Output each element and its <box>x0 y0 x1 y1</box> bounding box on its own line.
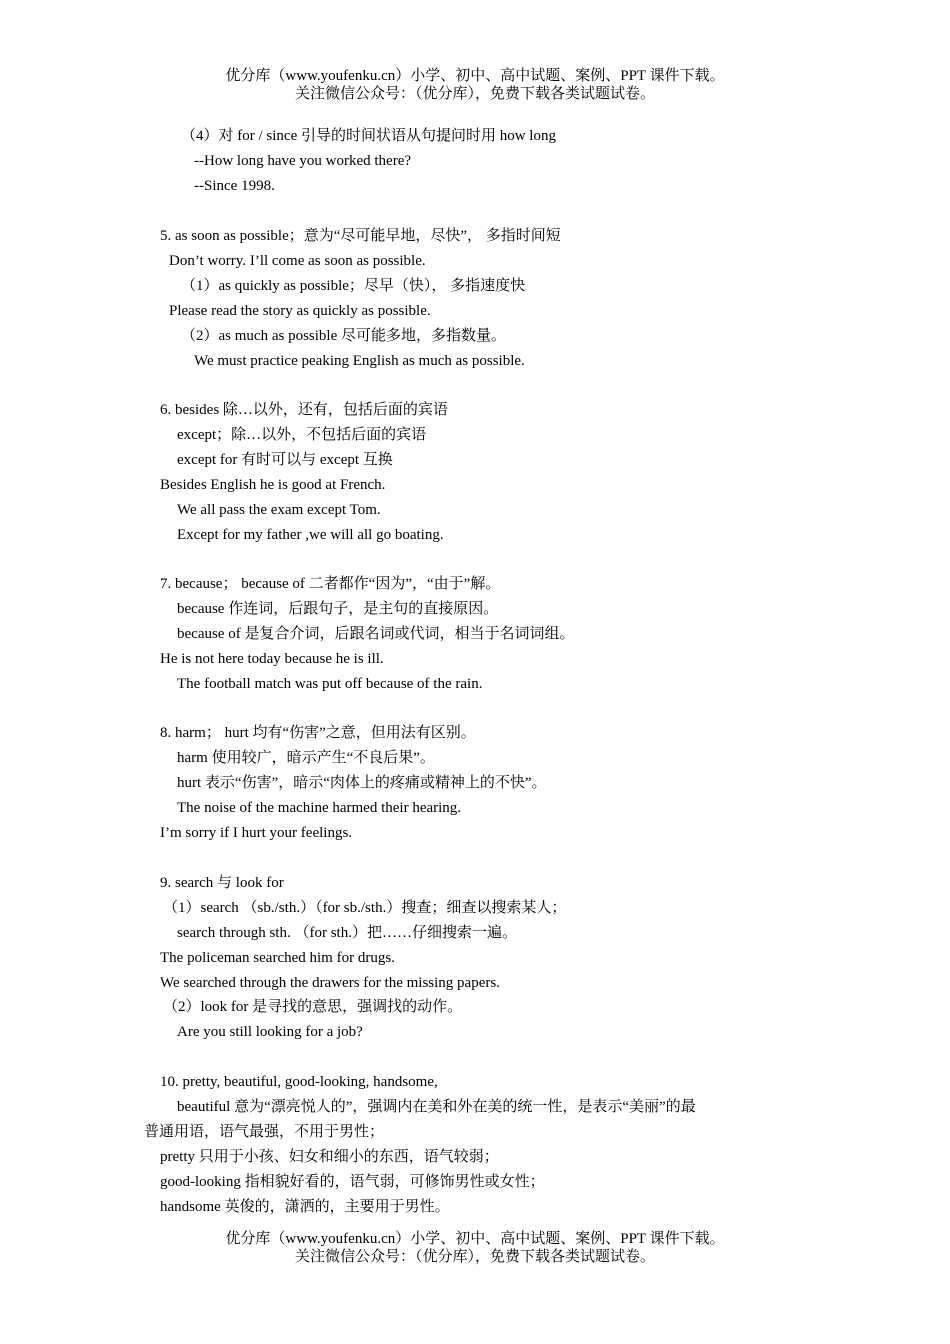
page-footer <box>0 1230 950 1266</box>
section-heading: 9. search 与 look for <box>160 875 284 891</box>
body-line: I’m sorry if I hurt your feelings. <box>160 825 353 841</box>
body-line: （4）对 for / since 引导的时间状语从句提问时用 how long <box>181 128 556 144</box>
section-heading: 8. harm； hurt 均有“伤害”之意，但用法有区别。 <box>160 725 476 741</box>
body-line: He is not here today because he is ill. <box>160 651 384 667</box>
section-heading: 7. because； because of 二者都作“因为”，“由于”解。 <box>160 576 501 592</box>
body-line: handsome 英俊的，潇洒的，主要用于男性。 <box>160 1199 450 1215</box>
footer-line-1: 优分库（www.youfenku.cn）小学、初中、高中试题、案例、PPT 课件下载。 <box>225 1231 725 1247</box>
body-line: Don’t worry. I’ll come as soon as possible. <box>169 253 426 269</box>
page-header <box>0 67 950 103</box>
section-heading: 6. besides 除…以外，还有，包括后面的宾语 <box>160 402 448 418</box>
body-line: pretty 只用于小孩、妇女和细小的东西，语气较弱； <box>160 1149 499 1165</box>
body-line: Please read the story as quickly as possible. <box>169 303 431 319</box>
body-line: The football match was put off because of the rain. <box>177 676 483 692</box>
body-line: because 作连词，后跟句子，是主句的直接原因。 <box>177 601 499 617</box>
body-line: Besides English he is good at French. <box>160 477 386 493</box>
body-line: （2）as much as possible 尽可能多地，多指数量。 <box>181 328 506 344</box>
header-line-2: 关注微信公众号：（优分库），免费下载各类试题试卷。 <box>294 86 655 102</box>
section-heading: 10. pretty, beautiful, good-looking, handsome, <box>160 1074 438 1090</box>
body-line: We all pass the exam except Tom. <box>177 502 381 518</box>
body-line: --Since 1998. <box>194 178 275 194</box>
body-line: beautiful 意为“漂亮悦人的”，强调内在美和外在美的统一性，是表示“美丽”的最 <box>177 1099 696 1115</box>
body-line: except；除…以外，不包括后面的宾语 <box>177 427 427 443</box>
body-line: We must practice peaking English as much as possible. <box>194 353 525 369</box>
body-line: We searched through the drawers for the missing papers. <box>160 975 500 991</box>
body-line: （1）search （sb./sth.）（for sb./sth.）搜查；细查以搜索某人； <box>163 900 567 916</box>
body-line: hurt 表示“伤害”，暗示“肉体上的疼痛或精神上的不快”。 <box>177 775 547 791</box>
body-line: search through sth. （for sth.）把……仔细搜索一遍。 <box>177 925 517 941</box>
body-line: （1）as quickly as possible；尽早（快）， 多指速度快 <box>181 278 526 294</box>
body-line: Are you still looking for a job? <box>177 1024 363 1040</box>
body-line: （2）look for 是寻找的意思，强调找的动作。 <box>163 999 463 1015</box>
body-line: good-looking 指相貌好看的，语气弱，可修饰男性或女性； <box>160 1174 545 1190</box>
footer-line-2: 关注微信公众号：（优分库），免费下载各类试题试卷。 <box>294 1249 655 1265</box>
body-line: except for 有时可以与 except 互换 <box>177 452 393 468</box>
header-line-1: 优分库（www.youfenku.cn）小学、初中、高中试题、案例、PPT 课件下载。 <box>225 68 725 84</box>
body-line: The noise of the machine harmed their hearing. <box>177 800 462 816</box>
body-line: because of 是复合介词，后跟名词或代词，相当于名词词组。 <box>177 626 575 642</box>
body-line: Except for my father ,we will all go boating. <box>177 527 444 543</box>
body-line: The policeman searched him for drugs. <box>160 950 395 966</box>
body-line: --How long have you worked there? <box>194 153 412 169</box>
body-line: 普通用语，语气最强，不用于男性； <box>144 1124 385 1140</box>
body-line: harm 使用较广，暗示产生“不良后果”。 <box>177 750 435 766</box>
section-heading: 5. as soon as possible；意为“尽可能早地，尽快”， 多指时间短 <box>160 228 561 244</box>
